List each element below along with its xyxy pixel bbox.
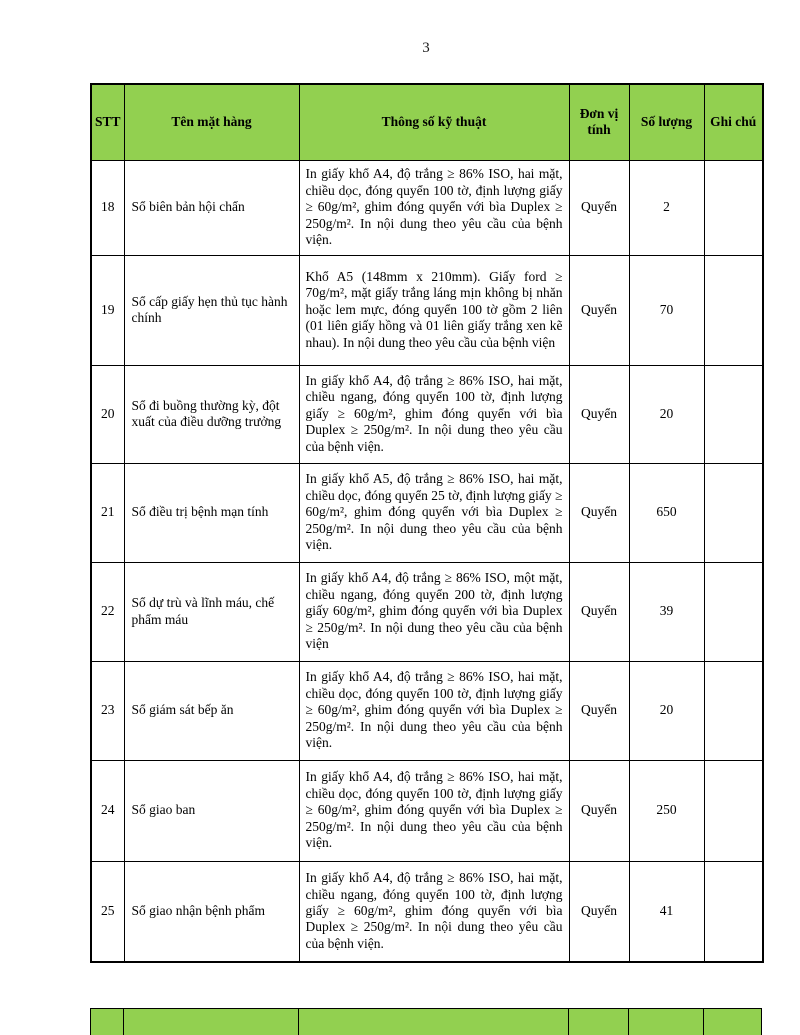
table-row — [91, 463, 763, 562]
header-stt: STT — [91, 84, 124, 160]
cell-note — [704, 255, 763, 365]
cell-quantity: 650 — [629, 463, 704, 562]
cell-spec: In giấy khổ A4, độ trắng ≥ 86% ISO, hai mặt, chiều dọc, đóng quyển 100 tờ, định lượng giấy ≥ 60g/m², ghim đóng quyển với bìa Duplex ≥ 250g/m². In nội dung theo yêu cầu của bệnh viện. — [299, 661, 569, 760]
cell-spec: In giấy khổ A4, độ trắng ≥ 86% ISO, hai mặt, chiều dọc, đóng quyển 100 tờ, định lượng giấy ≥ 60g/m², ghim đóng quyển với bìa Duplex ≥ 250g/m². In nội dung theo yêu cầu của bệnh viện. — [299, 760, 569, 861]
table-header-row — [91, 84, 763, 160]
cell-note — [704, 661, 763, 760]
cell-unit: Quyển — [569, 463, 629, 562]
cell-item-name: Sổ giám sát bếp ăn — [124, 661, 299, 760]
cell-stt: 18 — [91, 160, 124, 255]
table-row — [91, 661, 763, 760]
cell-stt: 19 — [91, 255, 124, 365]
cell-note — [704, 861, 763, 962]
sliver-cell-stt — [90, 1008, 123, 1035]
next-page-header-sliver — [90, 1008, 762, 1035]
cell-quantity: 20 — [629, 661, 704, 760]
cell-unit: Quyển — [569, 255, 629, 365]
cell-unit: Quyển — [569, 160, 629, 255]
cell-note — [704, 760, 763, 861]
cell-stt: 21 — [91, 463, 124, 562]
table-row — [91, 562, 763, 661]
header-unit: Đơn vị tính — [569, 84, 629, 160]
cell-quantity: 70 — [629, 255, 704, 365]
cell-spec: In giấy khổ A5, độ trắng ≥ 86% ISO, hai mặt, chiều dọc, đóng quyển 25 tờ, định lượng giấy ≥ 60g/m², ghim đóng quyển với bìa Duplex ≥ 250g/m². In nội dung theo yêu cầu của bệnh viện. — [299, 463, 569, 562]
cell-item-name: Sổ điều trị bệnh mạn tính — [124, 463, 299, 562]
sliver-cell-note — [703, 1008, 762, 1035]
cell-unit: Quyển — [569, 861, 629, 962]
cell-item-name: Sổ giao ban — [124, 760, 299, 861]
header-note: Ghi chú — [704, 84, 763, 160]
cell-spec: In giấy khổ A4, độ trắng ≥ 86% ISO, hai mặt, chiều ngang, đóng quyển 100 tờ, định lượng giấy ≥ 60g/m², ghim đóng quyển với bìa Duplex ≥ 250g/m². In nội dung theo yêu cầu của bệnh viện. — [299, 861, 569, 962]
cell-note — [704, 562, 763, 661]
cell-quantity: 20 — [629, 365, 704, 463]
cell-spec: In giấy khổ A4, độ trắng ≥ 86% ISO, hai mặt, chiều ngang, đóng quyển 100 tờ, định lượng giấy ≥ 60g/m², ghim đóng quyển với bìa Duplex ≥ 250g/m². In nội dung theo yêu cầu của bệnh viện. — [299, 365, 569, 463]
cell-unit: Quyển — [569, 365, 629, 463]
cell-quantity: 39 — [629, 562, 704, 661]
sliver-cell-name — [123, 1008, 298, 1035]
cell-note — [704, 160, 763, 255]
header-item-name: Tên mặt hàng — [124, 84, 299, 160]
cell-quantity: 250 — [629, 760, 704, 861]
cell-unit: Quyển — [569, 661, 629, 760]
cell-note — [704, 365, 763, 463]
table-row — [91, 160, 763, 255]
cell-stt: 24 — [91, 760, 124, 861]
header-quantity: Số lượng — [629, 84, 704, 160]
cell-quantity: 2 — [629, 160, 704, 255]
cell-note — [704, 463, 763, 562]
cell-spec: Khổ A5 (148mm x 210mm). Giấy ford ≥ 70g/m², mặt giấy trắng láng mịn không bị nhăn hoặc lem mực, đóng quyển 100 tờ gồm 2 liên (01 liên giấy hồng và 01 liên giấy trắng xen kẽ nhau). In nội dung theo yêu cầu của bệnh viện — [299, 255, 569, 365]
cell-stt: 25 — [91, 861, 124, 962]
table-row — [91, 255, 763, 365]
cell-unit: Quyển — [569, 760, 629, 861]
page-number: 3 — [422, 40, 430, 56]
cell-item-name: Sổ giao nhận bệnh phẩm — [124, 861, 299, 962]
cell-stt: 22 — [91, 562, 124, 661]
sliver-cell-unit — [568, 1008, 628, 1035]
cell-item-name: Sổ cấp giấy hẹn thủ tục hành chính — [124, 255, 299, 365]
cell-stt: 23 — [91, 661, 124, 760]
sliver-cell-qty — [628, 1008, 703, 1035]
cell-quantity: 41 — [629, 861, 704, 962]
items-table — [90, 83, 764, 963]
cell-spec: In giấy khổ A4, độ trắng ≥ 86% ISO, hai mặt, chiều dọc, đóng quyển 100 tờ, định lượng giấy ≥ 60g/m², ghim đóng quyển với bìa Duplex ≥ 250g/m². In nội dung theo yêu cầu của bệnh viện. — [299, 160, 569, 255]
cell-unit: Quyển — [569, 562, 629, 661]
sliver-cell-spec — [298, 1008, 568, 1035]
table-body — [91, 160, 763, 962]
cell-item-name: Sổ dự trù và lĩnh máu, chế phẩm máu — [124, 562, 299, 661]
table-row — [91, 760, 763, 861]
cell-spec: In giấy khổ A4, độ trắng ≥ 86% ISO, một mặt, chiều ngang, đóng quyển 200 tờ, định lượng giấy 60g/m², ghim đóng quyển với bìa Duplex ≥ 250g/m². In nội dung theo yêu cầu của bệnh viện — [299, 562, 569, 661]
cell-stt: 20 — [91, 365, 124, 463]
cell-item-name: Sổ đi buồng thường kỳ, đột xuất của điều dưỡng trưởng — [124, 365, 299, 463]
table-row — [91, 365, 763, 463]
cell-item-name: Sổ biên bản hội chẩn — [124, 160, 299, 255]
header-spec: Thông số kỹ thuật — [299, 84, 569, 160]
table-row — [91, 861, 763, 962]
